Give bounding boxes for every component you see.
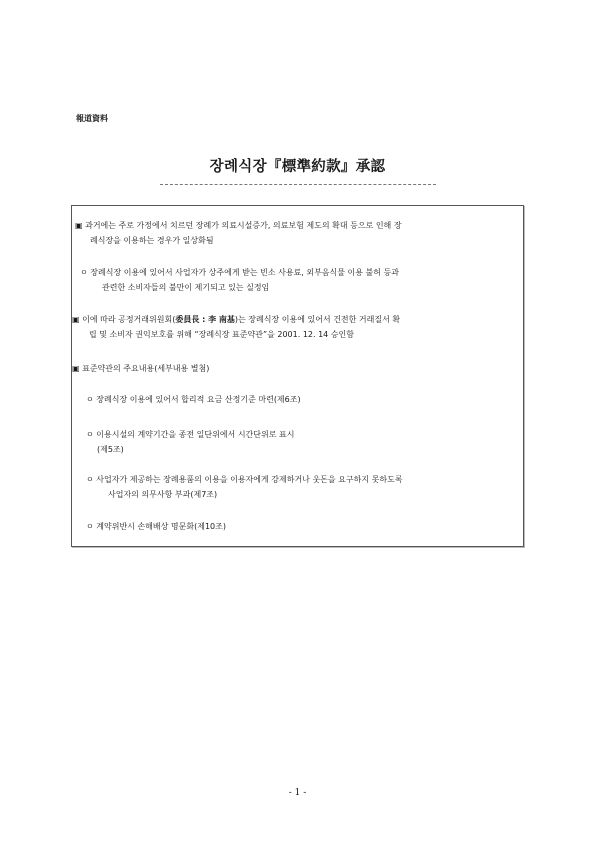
paragraph-complaints: [80, 265, 399, 295]
title-divider: [160, 184, 436, 185]
summary-box: [71, 205, 524, 547]
page-number: - 1 -: [288, 788, 307, 798]
document-title: 장례식장『標準約款』承認: [209, 159, 386, 175]
title-block: [0, 155, 595, 176]
item-obligations: [86, 472, 403, 502]
approval-text-a: ▣ 이에 따라 공정거래위원회(: [72, 315, 176, 324]
item-obligations-line1: ㅇ 사업자가 제공하는 장례용품의 이용을 이용자에게 강제하거나 웃돈을 요구하지 못하도록: [86, 475, 403, 484]
approval-chairman: 委員長 : 李 南基: [175, 315, 235, 324]
item-damages: ㅇ 계약위반시 손해배상 명문화(제10조): [86, 522, 226, 531]
item-contract-period-line1: ㅇ 이용시설의 계약기간을 종전 일단위에서 시간단위로 표시: [86, 430, 295, 439]
press-release-label: 報道資料: [76, 114, 108, 123]
item-obligations-line2: 사업자의 의무사항 부과(제7조): [108, 490, 218, 499]
paragraph-background: [75, 218, 402, 248]
paragraph-approval: [72, 312, 400, 342]
paragraph-complaints-line1: ㅇ 장례식장 이용에 있어서 사업자가 상주에게 받는 빈소 사용료, 외부음식물 이용 불허 등과: [80, 268, 399, 277]
item-fee-standard: ㅇ 장례식장 이용에 있어서 합리적 요금 산정기준 마련(제6조): [86, 395, 301, 404]
paragraph-complaints-line2: 관련한 소비자들의 불만이 제기되고 있는 실정임: [102, 283, 270, 292]
paragraph-approval-line2: 립 및 소비자 권익보호를 위해 “장례식장 표준약관”을 2001. 12. 14 승인함: [89, 330, 354, 339]
item-contract-period: [86, 427, 294, 457]
paragraph-approval-line1: [72, 312, 400, 327]
paragraph-background-line2: 례식장을 이용하는 경우가 일상화됨: [90, 236, 214, 245]
item-contract-period-line2: (제5조): [97, 445, 124, 454]
paragraph-main-contents: ▣ 표준약관의 주요내용(세부내용 별첨): [72, 364, 210, 373]
approval-text-c: )는 장례식장 이용에 있어서 건전한 거래질서 확: [234, 315, 401, 324]
paragraph-background-line1: ▣ 과거에는 주로 가정에서 치르던 장례가 의료시설증가, 의료보험 제도의 확대 등으로 인해 장: [75, 221, 402, 230]
